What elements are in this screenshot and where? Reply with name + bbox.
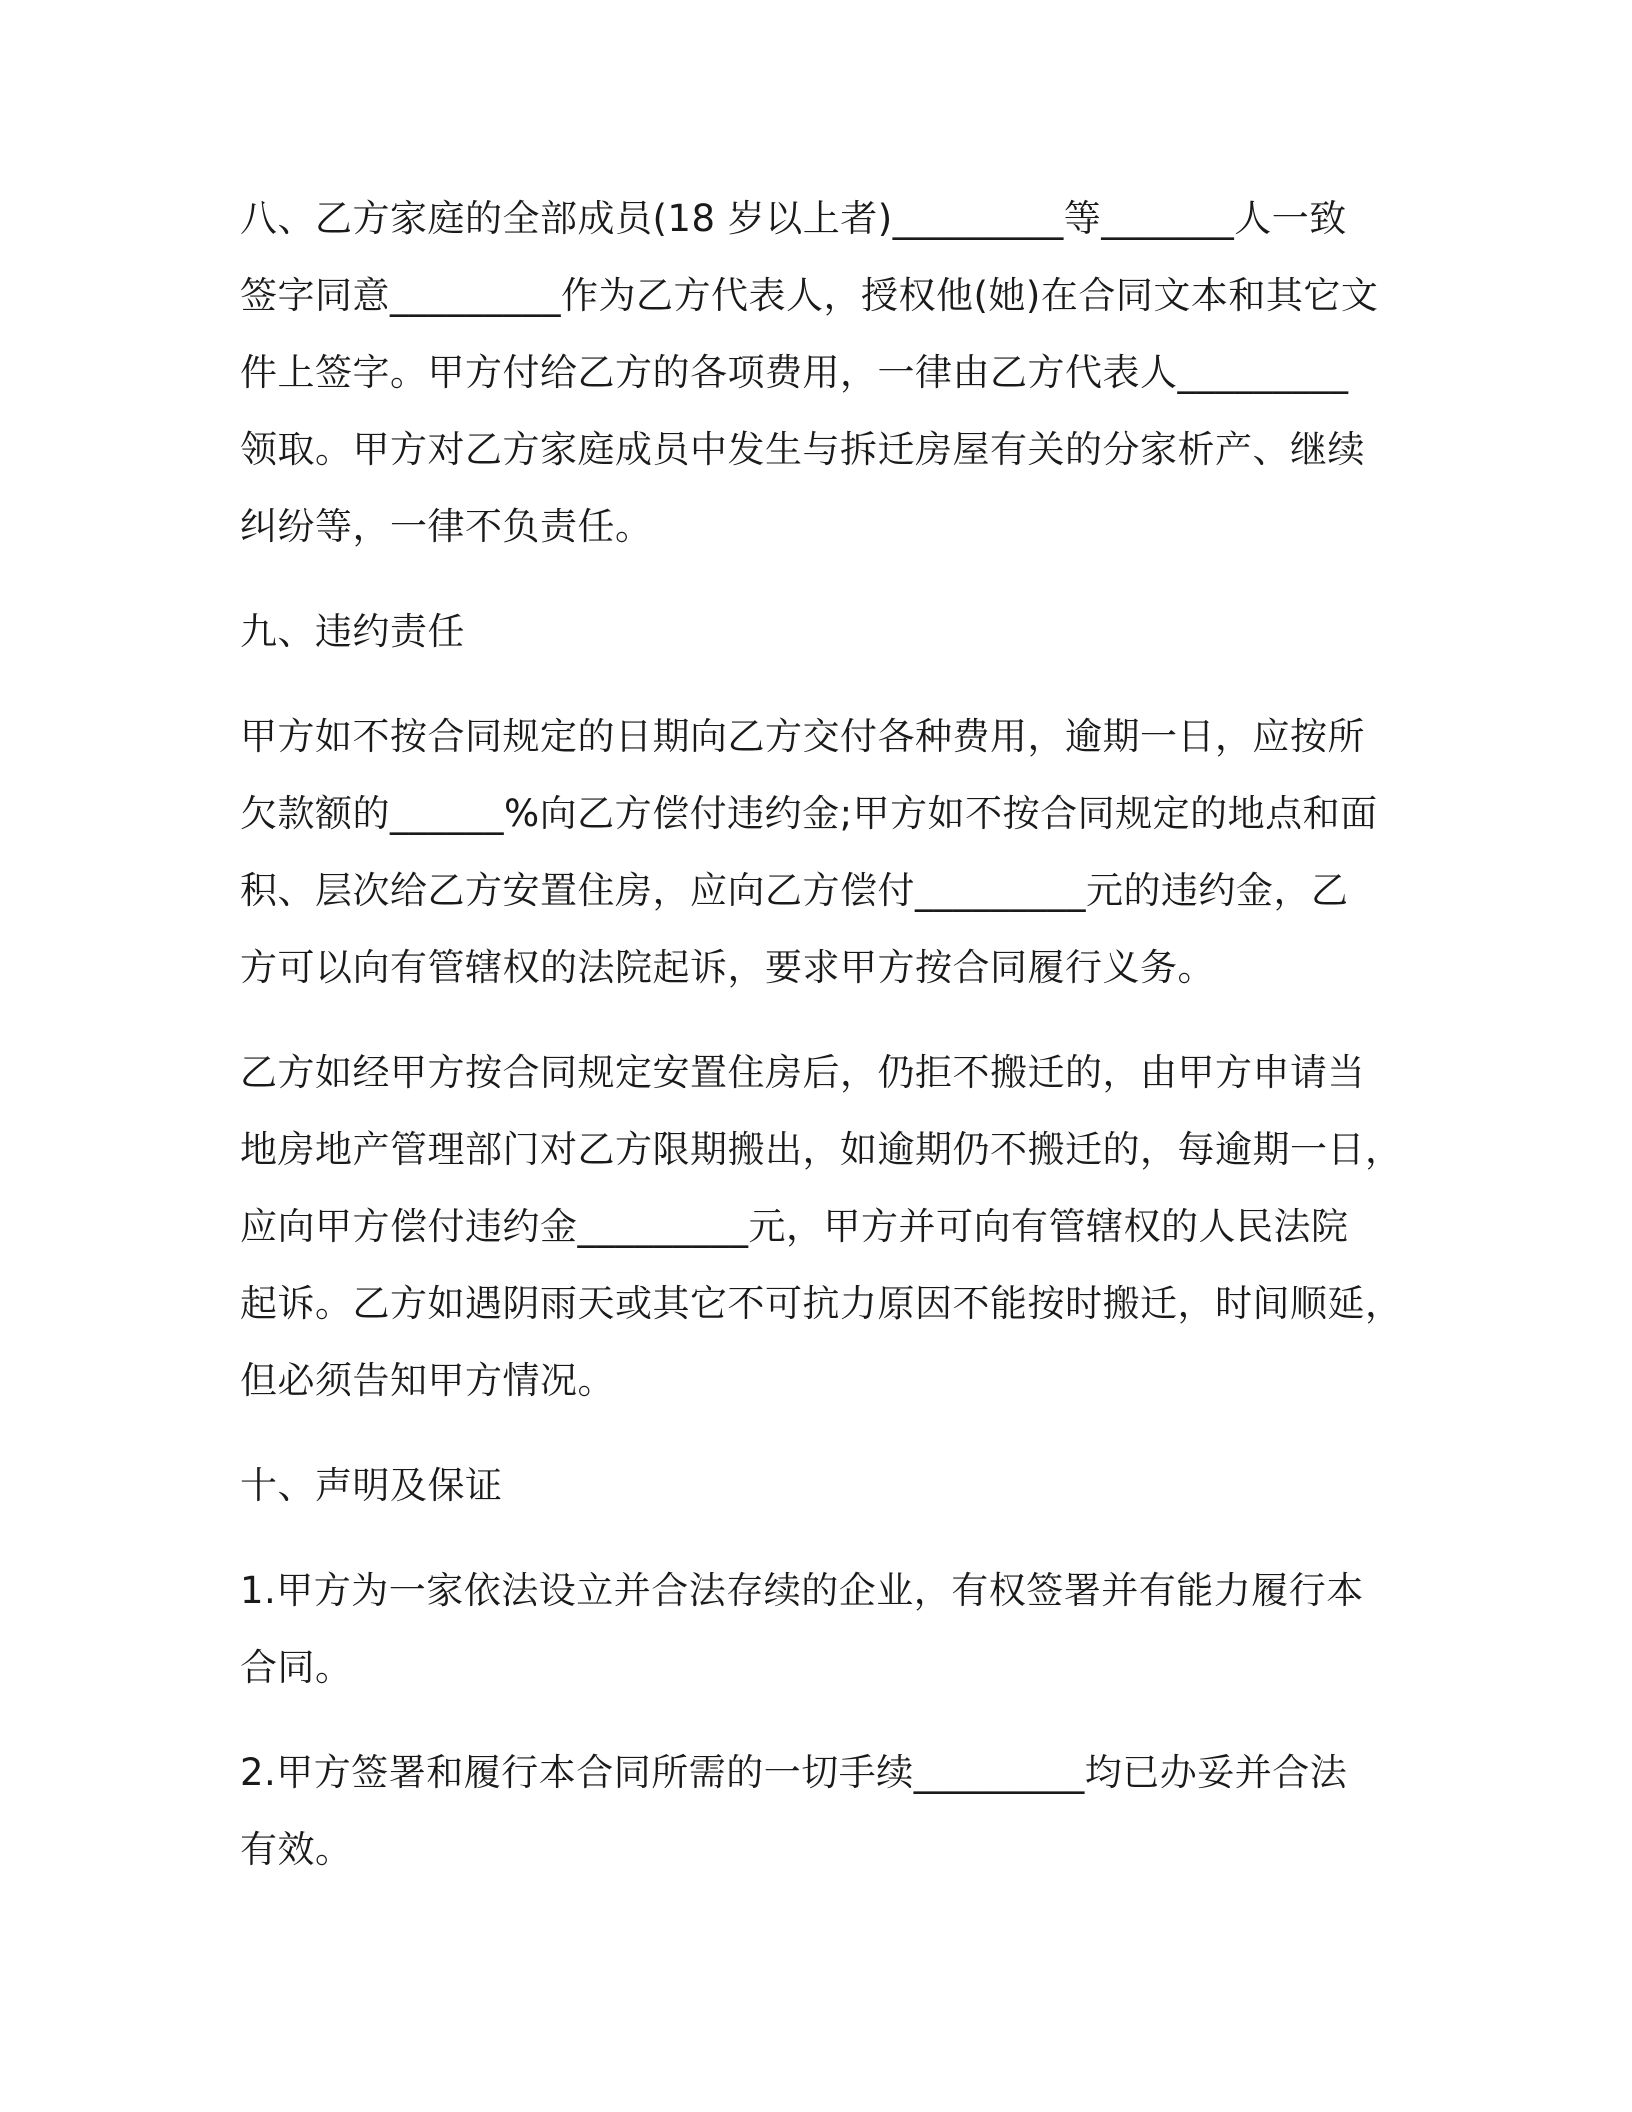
text-line: 地房地产管理部门对乙方限期搬出，如逾期仍不搬迁的，每逾期一日， [240, 1128, 1403, 1171]
text-line: 欠款额的______%向乙方偿付违约金;甲方如不按合同规定的地点和面 [240, 792, 1378, 835]
clause-10-2-paragraph [240, 1734, 1390, 1888]
text-line: 1.甲方为一家依法设立并合法存续的企业，有权签署并有能力履行本 [240, 1569, 1364, 1612]
text-line: 乙方如经甲方按合同规定安置住房后，仍拒不搬迁的，由甲方申请当 [240, 1051, 1365, 1094]
section-heading-declarations [240, 1447, 1390, 1524]
section-heading-breach [240, 593, 1390, 670]
clause-8-paragraph [240, 180, 1390, 565]
text-line: 签字同意_________作为乙方代表人，授权他(她)在合同文本和其它文 [240, 274, 1379, 317]
clause-10-1-paragraph [240, 1552, 1390, 1706]
text-line: 合同。 [240, 1646, 353, 1689]
text-line: 2.甲方签署和履行本合同所需的一切手续_________均已办妥并合法 [240, 1751, 1348, 1794]
heading-line: 九、违约责任 [240, 610, 465, 653]
text-line: 八、乙方家庭的全部成员(18 岁以上者)_________等_______人一致 [240, 197, 1347, 240]
text-line: 起诉。乙方如遇阴雨天或其它不可抗力原因不能按时搬迁，时间顺延， [240, 1282, 1403, 1325]
text-line: 方可以向有管辖权的法院起诉，要求甲方按合同履行义务。 [240, 946, 1215, 989]
heading-line: 十、声明及保证 [240, 1464, 503, 1507]
text-line: 应向甲方偿付违约金_________元，甲方并可向有管辖权的人民法院 [240, 1205, 1349, 1248]
text-line: 件上签字。甲方付给乙方的各项费用，一律由乙方代表人_________ [240, 351, 1349, 394]
clause-9-party-b-paragraph [240, 1034, 1403, 1419]
clause-9-party-a-paragraph [240, 698, 1390, 1006]
text-line: 领取。甲方对乙方家庭成员中发生与拆迁房屋有关的分家析产、继续 [240, 428, 1365, 471]
text-line: 甲方如不按合同规定的日期向乙方交付各种费用，逾期一日，应按所 [240, 715, 1365, 758]
text-line: 纠纷等，一律不负责任。 [240, 505, 653, 548]
text-line: 积、层次给乙方安置住房，应向乙方偿付_________元的违约金，乙 [240, 869, 1349, 912]
text-line: 有效。 [240, 1828, 353, 1871]
document-page [240, 180, 1403, 1916]
text-line: 但必须告知甲方情况。 [240, 1359, 615, 1402]
